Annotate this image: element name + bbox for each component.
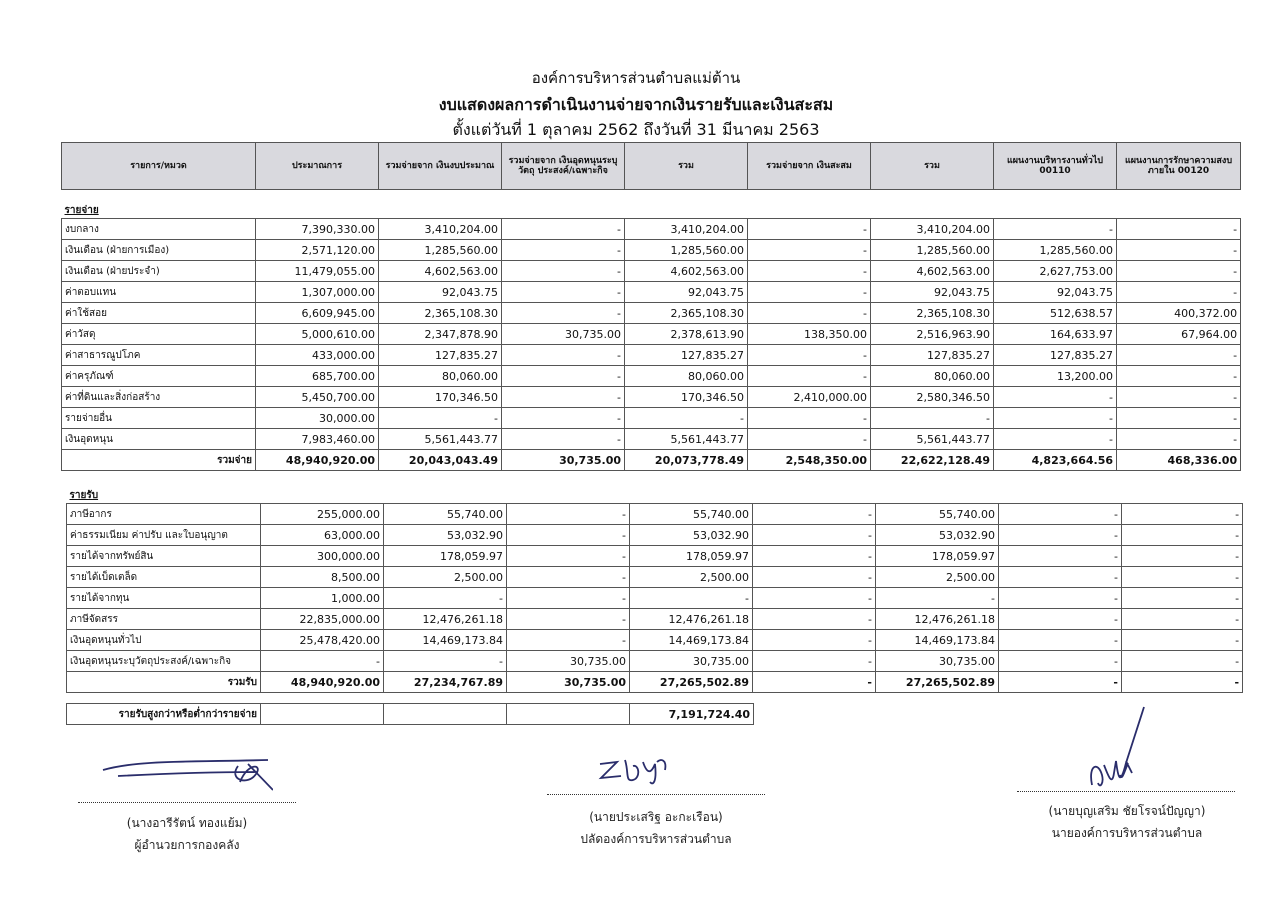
table-cell: - (994, 219, 1117, 240)
table-cell: 2,580,346.50 (871, 387, 994, 408)
signature-mark-3 (1086, 703, 1156, 793)
table-cell: 80,060.00 (625, 366, 748, 387)
table-cell: - (748, 408, 871, 429)
table-cell: - (994, 387, 1117, 408)
table-cell: - (630, 588, 753, 609)
table-cell: 92,043.75 (994, 282, 1117, 303)
table-cell: - (502, 282, 625, 303)
signature-block-1 (78, 812, 296, 856)
net-result-row (67, 704, 754, 725)
table-cell: 8,500.00 (261, 567, 384, 588)
table-cell: - (753, 504, 876, 525)
table-cell: - (625, 408, 748, 429)
row-label: เงินอุดหนุน (62, 429, 256, 450)
table-row (67, 588, 1243, 609)
table-cell: 5,000,610.00 (256, 324, 379, 345)
table-cell: 2,365,108.30 (379, 303, 502, 324)
column-header: รวมจ่ายจาก เงินสะสม (748, 143, 871, 190)
table-cell: - (994, 429, 1117, 450)
table-cell: 2,627,753.00 (994, 261, 1117, 282)
net-empty-cell (384, 704, 507, 725)
table-cell: - (999, 630, 1122, 651)
table-row (62, 366, 1241, 387)
table-cell: - (753, 609, 876, 630)
row-label: ค่าใช้สอย (62, 303, 256, 324)
table-cell: 5,561,443.77 (871, 429, 994, 450)
table-cell: - (999, 609, 1122, 630)
row-label: รายได้เบ็ดเตล็ด (67, 567, 261, 588)
expenditure-section-label: รายจ่าย (62, 203, 1241, 219)
table-cell: 11,479,055.00 (256, 261, 379, 282)
total-cell: 468,336.00 (1117, 450, 1241, 471)
table-cell: - (999, 651, 1122, 672)
table-cell: 6,609,945.00 (256, 303, 379, 324)
column-header-table (61, 142, 1241, 190)
table-cell: 3,410,204.00 (625, 219, 748, 240)
table-row (67, 567, 1243, 588)
row-label: ภาษีจัดสรร (67, 609, 261, 630)
table-row (62, 261, 1241, 282)
total-cell: 4,823,664.56 (994, 450, 1117, 471)
table-cell: - (1117, 366, 1241, 387)
table-cell: - (1117, 261, 1241, 282)
table-cell: 53,032.90 (876, 525, 999, 546)
table-cell: - (748, 366, 871, 387)
row-label: เงินอุดหนุนทั่วไป (67, 630, 261, 651)
net-result-table (66, 703, 754, 725)
table-cell: 164,633.97 (994, 324, 1117, 345)
table-cell: - (507, 525, 630, 546)
table-cell: - (261, 651, 384, 672)
table-cell: 2,410,000.00 (748, 387, 871, 408)
table-cell: 55,740.00 (630, 504, 753, 525)
table-cell: 178,059.97 (384, 546, 507, 567)
table-cell: 127,835.27 (625, 345, 748, 366)
table-row (67, 546, 1243, 567)
table-cell: 1,285,560.00 (994, 240, 1117, 261)
table-cell: 170,346.50 (379, 387, 502, 408)
table-row (67, 504, 1243, 525)
income-section-row (67, 488, 1243, 504)
table-cell: - (1122, 651, 1243, 672)
row-label: ค่าวัสดุ (62, 324, 256, 345)
table-cell: 2,500.00 (876, 567, 999, 588)
net-result-label: รายรับสูงกว่าหรือต่ำกว่ารายจ่าย (67, 704, 261, 725)
row-label: ค่าตอบแทน (62, 282, 256, 303)
income-section-label: รายรับ (67, 488, 1243, 504)
table-cell: 13,200.00 (994, 366, 1117, 387)
table-cell: 4,602,563.00 (379, 261, 502, 282)
table-cell: 12,476,261.18 (876, 609, 999, 630)
table-row (62, 240, 1241, 261)
table-cell: - (507, 588, 630, 609)
table-cell: 433,000.00 (256, 345, 379, 366)
row-label: เงินเดือน (ฝ่ายการเมือง) (62, 240, 256, 261)
expenditure-table (61, 203, 1241, 471)
row-label: งบกลาง (62, 219, 256, 240)
table-cell: 12,476,261.18 (384, 609, 507, 630)
table-cell: 127,835.27 (379, 345, 502, 366)
table-cell: - (748, 240, 871, 261)
table-cell: - (748, 282, 871, 303)
signer-name-3: (นายบุญเสริม ชัยโรจน์ปัญญา) (1048, 804, 1206, 818)
income-table (66, 488, 1243, 693)
table-cell: - (1122, 504, 1243, 525)
table-cell: 2,347,878.90 (379, 324, 502, 345)
table-cell: 14,469,173.84 (876, 630, 999, 651)
row-label: เงินอุดหนุนระบุวัตถุประสงค์/เฉพาะกิจ (67, 651, 261, 672)
table-cell: - (502, 261, 625, 282)
table-cell: 2,571,120.00 (256, 240, 379, 261)
column-header: ประมาณการ (256, 143, 379, 190)
signature-line-2 (547, 794, 765, 795)
table-cell: - (753, 546, 876, 567)
table-cell: - (507, 609, 630, 630)
table-cell: - (748, 345, 871, 366)
table-cell: 127,835.27 (871, 345, 994, 366)
table-cell: 3,410,204.00 (871, 219, 994, 240)
table-cell: - (502, 387, 625, 408)
table-cell: 1,285,560.00 (379, 240, 502, 261)
document-period: ตั้งแต่วันที่ 1 ตุลาคม 2562 ถึงวันที่ 31 มีนาคม 2563 (452, 120, 820, 139)
table-cell: 53,032.90 (630, 525, 753, 546)
table-cell: - (748, 219, 871, 240)
table-cell: 4,602,563.00 (871, 261, 994, 282)
table-cell: - (502, 240, 625, 261)
table-cell: 178,059.97 (630, 546, 753, 567)
table-cell: 1,307,000.00 (256, 282, 379, 303)
net-empty-cell (507, 704, 630, 725)
table-cell: 512,638.57 (994, 303, 1117, 324)
table-row (62, 345, 1241, 366)
column-header: รายการ/หมวด (62, 143, 256, 190)
table-cell: - (1122, 525, 1243, 546)
org-name: องค์การบริหารส่วนตำบลแม่ต้าน (531, 69, 741, 87)
table-cell: - (1122, 588, 1243, 609)
expenditure-section-row (62, 203, 1241, 219)
net-result-value: 7,191,724.40 (630, 704, 754, 725)
column-header: รวม (871, 143, 994, 190)
total-cell: 30,735.00 (502, 450, 625, 471)
table-cell: - (999, 546, 1122, 567)
expenditure-total-label: รวมจ่าย (62, 450, 256, 471)
total-cell: 2,548,350.00 (748, 450, 871, 471)
table-row (62, 219, 1241, 240)
total-cell: - (1122, 672, 1243, 693)
table-row (62, 387, 1241, 408)
income-total-row (67, 672, 1243, 693)
table-cell: - (1117, 240, 1241, 261)
row-label: ค่าที่ดินและสิ่งก่อสร้าง (62, 387, 256, 408)
signature-line-1 (78, 802, 296, 803)
table-cell: - (502, 408, 625, 429)
table-cell: 25,478,420.00 (261, 630, 384, 651)
table-cell: 92,043.75 (379, 282, 502, 303)
total-cell: 30,735.00 (507, 672, 630, 693)
total-cell: 27,234,767.89 (384, 672, 507, 693)
table-cell: - (999, 525, 1122, 546)
table-cell: - (1122, 630, 1243, 651)
row-label: ภาษีอากร (67, 504, 261, 525)
row-label: รายได้จากทุน (67, 588, 261, 609)
table-cell: 55,740.00 (876, 504, 999, 525)
table-cell: - (994, 408, 1117, 429)
table-cell: 30,735.00 (507, 651, 630, 672)
table-cell: - (502, 366, 625, 387)
net-empty-cell (261, 704, 384, 725)
table-cell: 7,390,330.00 (256, 219, 379, 240)
table-cell: - (1117, 282, 1241, 303)
document-title: งบแสดงผลการดำเนินงานจ่ายจากเงินรายรับและเงินสะสม (438, 95, 834, 114)
table-cell: - (753, 525, 876, 546)
table-cell: 255,000.00 (261, 504, 384, 525)
signer-name-1: (นางอารีรัตน์ ทองแย้ม) (126, 816, 248, 830)
table-cell: 5,450,700.00 (256, 387, 379, 408)
table-cell: 63,000.00 (261, 525, 384, 546)
column-header: แผนงานการรักษาความสงบภายใน 00120 (1117, 143, 1241, 190)
table-cell: 4,602,563.00 (625, 261, 748, 282)
table-cell: 1,285,560.00 (871, 240, 994, 261)
table-cell: 3,410,204.00 (379, 219, 502, 240)
table-cell: - (753, 567, 876, 588)
table-cell: 5,561,443.77 (379, 429, 502, 450)
table-cell: 67,964.00 (1117, 324, 1241, 345)
table-cell: 7,983,460.00 (256, 429, 379, 450)
total-cell: - (999, 672, 1122, 693)
table-cell: 2,516,963.90 (871, 324, 994, 345)
table-cell: 300,000.00 (261, 546, 384, 567)
row-label: ค่าครุภัณฑ์ (62, 366, 256, 387)
total-cell: - (753, 672, 876, 693)
table-cell: - (1117, 219, 1241, 240)
table-cell: 80,060.00 (871, 366, 994, 387)
row-label: รายได้จากทรัพย์สิน (67, 546, 261, 567)
table-cell: - (753, 651, 876, 672)
row-label: ค่าสาธารณูปโภค (62, 345, 256, 366)
table-cell: - (753, 630, 876, 651)
table-cell: - (502, 429, 625, 450)
signer-position-3: นายองค์การบริหารส่วนตำบล (1051, 826, 1203, 840)
table-cell: - (999, 567, 1122, 588)
signature-mark-1 (98, 752, 273, 797)
table-cell: 30,735.00 (630, 651, 753, 672)
table-cell: - (507, 504, 630, 525)
expenditure-total-row (62, 450, 1241, 471)
table-cell: - (384, 651, 507, 672)
table-row (67, 651, 1243, 672)
table-cell: 30,000.00 (256, 408, 379, 429)
income-total-label: รวมรับ (67, 672, 261, 693)
table-cell: 170,346.50 (625, 387, 748, 408)
table-cell: - (502, 219, 625, 240)
table-cell: 5,561,443.77 (625, 429, 748, 450)
table-row (62, 429, 1241, 450)
total-cell: 20,043,043.49 (379, 450, 502, 471)
table-cell: 400,372.00 (1117, 303, 1241, 324)
table-cell: 30,735.00 (876, 651, 999, 672)
column-header: รวมจ่ายจาก เงินอุดหนุนระบุวัตถุ ประสงค์/เฉพาะกิจ (502, 143, 625, 190)
signer-position-2: ปลัดองค์การบริหารส่วนตำบล (580, 832, 732, 846)
table-cell: 2,378,613.90 (625, 324, 748, 345)
table-cell: 685,700.00 (256, 366, 379, 387)
total-cell: 48,940,920.00 (261, 672, 384, 693)
table-cell: 138,350.00 (748, 324, 871, 345)
signature-block-3 (1012, 800, 1242, 844)
table-cell: - (1117, 408, 1241, 429)
table-cell: - (999, 588, 1122, 609)
row-label: รายจ่ายอื่น (62, 408, 256, 429)
table-cell: - (1117, 387, 1241, 408)
signer-position-1-visible: ผู้อำนวยการกองคลัง (134, 838, 240, 852)
table-cell: 22,835,000.00 (261, 609, 384, 630)
table-cell: 178,059.97 (876, 546, 999, 567)
row-label: เงินเดือน (ฝ่ายประจำ) (62, 261, 256, 282)
table-cell: - (748, 303, 871, 324)
signature-line-3 (1017, 791, 1235, 792)
signature-block-2 (547, 806, 765, 850)
table-cell: 92,043.75 (871, 282, 994, 303)
table-cell: 2,500.00 (384, 567, 507, 588)
table-cell: - (871, 408, 994, 429)
table-cell: - (1122, 609, 1243, 630)
table-cell: 14,469,173.84 (630, 630, 753, 651)
table-cell: - (507, 630, 630, 651)
column-header: รวมจ่ายจาก เงินงบประมาณ (379, 143, 502, 190)
table-cell: - (876, 588, 999, 609)
table-cell: 92,043.75 (625, 282, 748, 303)
table-cell: 14,469,173.84 (384, 630, 507, 651)
table-row (62, 324, 1241, 345)
total-cell: 22,622,128.49 (871, 450, 994, 471)
table-cell: 30,735.00 (502, 324, 625, 345)
table-cell: - (999, 504, 1122, 525)
table-cell: 2,365,108.30 (871, 303, 994, 324)
table-cell: 2,365,108.30 (625, 303, 748, 324)
table-cell: - (748, 261, 871, 282)
table-cell: - (384, 588, 507, 609)
table-row (62, 408, 1241, 429)
table-cell: 127,835.27 (994, 345, 1117, 366)
total-cell: 48,940,920.00 (256, 450, 379, 471)
total-cell: 20,073,778.49 (625, 450, 748, 471)
table-cell: 12,476,261.18 (630, 609, 753, 630)
table-cell: - (379, 408, 502, 429)
table-cell: 53,032.90 (384, 525, 507, 546)
table-cell: 80,060.00 (379, 366, 502, 387)
table-row (67, 525, 1243, 546)
total-cell: 27,265,502.89 (876, 672, 999, 693)
table-cell: 2,500.00 (630, 567, 753, 588)
table-cell: - (502, 345, 625, 366)
table-cell: - (1122, 567, 1243, 588)
column-header: รวม (625, 143, 748, 190)
table-cell: - (1117, 345, 1241, 366)
column-header: แผนงานบริหารงานทั่วไป 00110 (994, 143, 1117, 190)
table-cell: 55,740.00 (384, 504, 507, 525)
table-cell: - (1122, 546, 1243, 567)
signer-name-2: (นายประเสริฐ อะกะเรือน) (589, 810, 723, 824)
table-cell: - (753, 588, 876, 609)
table-cell: 1,000.00 (261, 588, 384, 609)
table-row (67, 609, 1243, 630)
total-cell: 27,265,502.89 (630, 672, 753, 693)
table-cell: - (507, 546, 630, 567)
table-cell: - (507, 567, 630, 588)
row-label: ค่าธรรมเนียม ค่าปรับ และใบอนุญาต (67, 525, 261, 546)
table-cell: - (748, 429, 871, 450)
table-cell: - (1117, 429, 1241, 450)
table-cell: 1,285,560.00 (625, 240, 748, 261)
table-cell: - (502, 303, 625, 324)
table-row (62, 303, 1241, 324)
table-row (67, 630, 1243, 651)
table-row (62, 282, 1241, 303)
signature-mark-2 (595, 752, 690, 788)
